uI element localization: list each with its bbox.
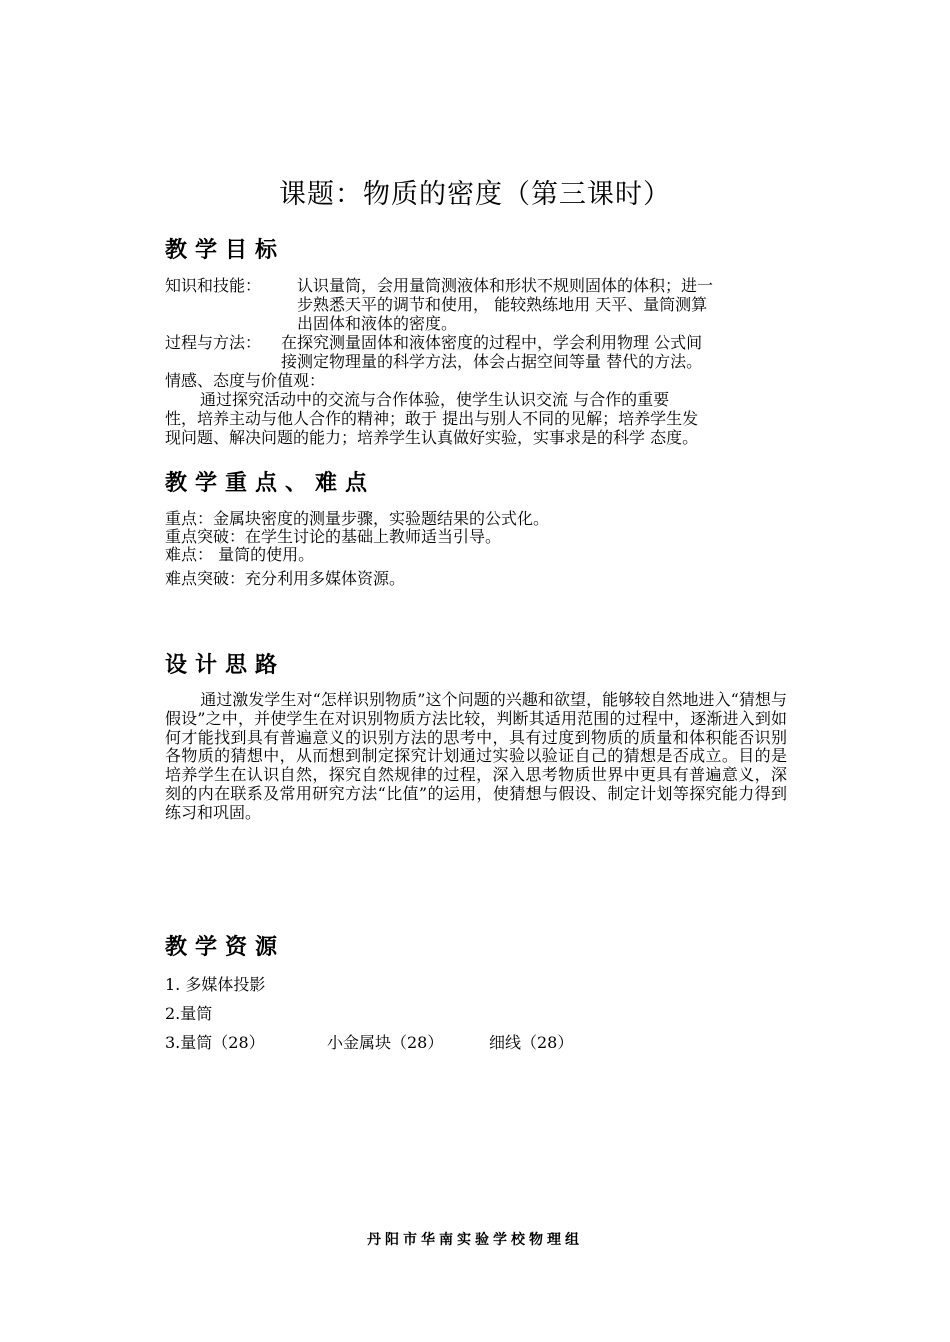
knowledge-line-2: 步熟悉天平的调节和使用， 能较熟练地用 天平、量筒测算	[297, 295, 708, 314]
emotion-line-1: 通过探究活动中的交流与合作体验，使学生认识交流 与合作的重要	[200, 390, 670, 409]
emotion-line-3: 现问题、解决问题的能力；培养学生认真做好实验，实事求是的科学 态度。	[165, 428, 699, 447]
resource-item-2: 2.量筒	[165, 1004, 213, 1023]
knowledge-label: 知识和技能：	[165, 276, 262, 295]
key-breakthrough-line: 重点突破：在学生讨论的基础上教师适当引导。	[165, 527, 502, 546]
process-line-2: 接测定物理量的科学方法，体会占据空间等量 替代的方法。	[281, 352, 703, 371]
resource-item-3-thread: 细线（28）	[489, 1033, 574, 1052]
design-text: 通过激发学生对“怎样识别物质”这个问题的兴趣和欲望，能够较自然地进入“猜想与假设”之中，并使学生在对识别物质方法比较，判断其适用范围的过程中，逐渐进入到如何才能找到具有普遍意义的识别方法的思考中，具有过度到物质的质量和体积能否识别各物质的猜想中，从而想到制定探究计划通过实验以验证自己的猜想是否成立。目的是培养学生在认识自然，探究自然规律的过程，深入思考物质世界中更具有普遍意义，深刻的内在联系及常用研究方法“比值”的运用，使猜想与假设、制定计划等探究能力得到练习和巩固。	[165, 690, 787, 822]
design-heading: 设计思路	[165, 652, 286, 678]
knowledge-line-3: 出固体和液体的密度。	[297, 314, 458, 333]
difficulty-line: 难点： 量筒的使用。	[165, 545, 315, 564]
key-point-line: 重点：金属块密度的测量步骤，实验题结果的公式化。	[165, 509, 550, 528]
resource-item-3-metal-block: 小金属块（28）	[327, 1033, 444, 1052]
key-points-heading: 教学重点、难点	[165, 470, 376, 496]
difficulty-breakthrough-line: 难点突破：充分利用多媒体资源。	[165, 569, 406, 588]
resource-item-1: 1. 多媒体投影	[165, 975, 266, 994]
emotion-line-2: 性，培养主动与他人合作的精神；敢于 提出与别人不同的见解；培养学生发	[165, 409, 699, 428]
process-label: 过程与方法：	[165, 333, 262, 352]
page-title: 课题：物质的密度（第三课时）	[279, 179, 671, 210]
resources-heading: 教学资源	[165, 934, 286, 960]
knowledge-line-1: 认识量筒，会用量筒测液体和形状不规则固体的体积；进一	[297, 276, 714, 295]
design-paragraph	[165, 691, 787, 823]
objectives-heading: 教学目标	[165, 237, 286, 263]
process-line-1: 在探究测量固体和液体密度的过程中，学会利用物理 公式间	[281, 333, 703, 352]
emotion-label: 情感、态度与价值观：	[165, 371, 326, 390]
footer-school: 丹阳市华南实验学校物理组	[367, 1232, 583, 1248]
resource-item-3-cylinder: 3.量筒（28）	[165, 1033, 265, 1052]
